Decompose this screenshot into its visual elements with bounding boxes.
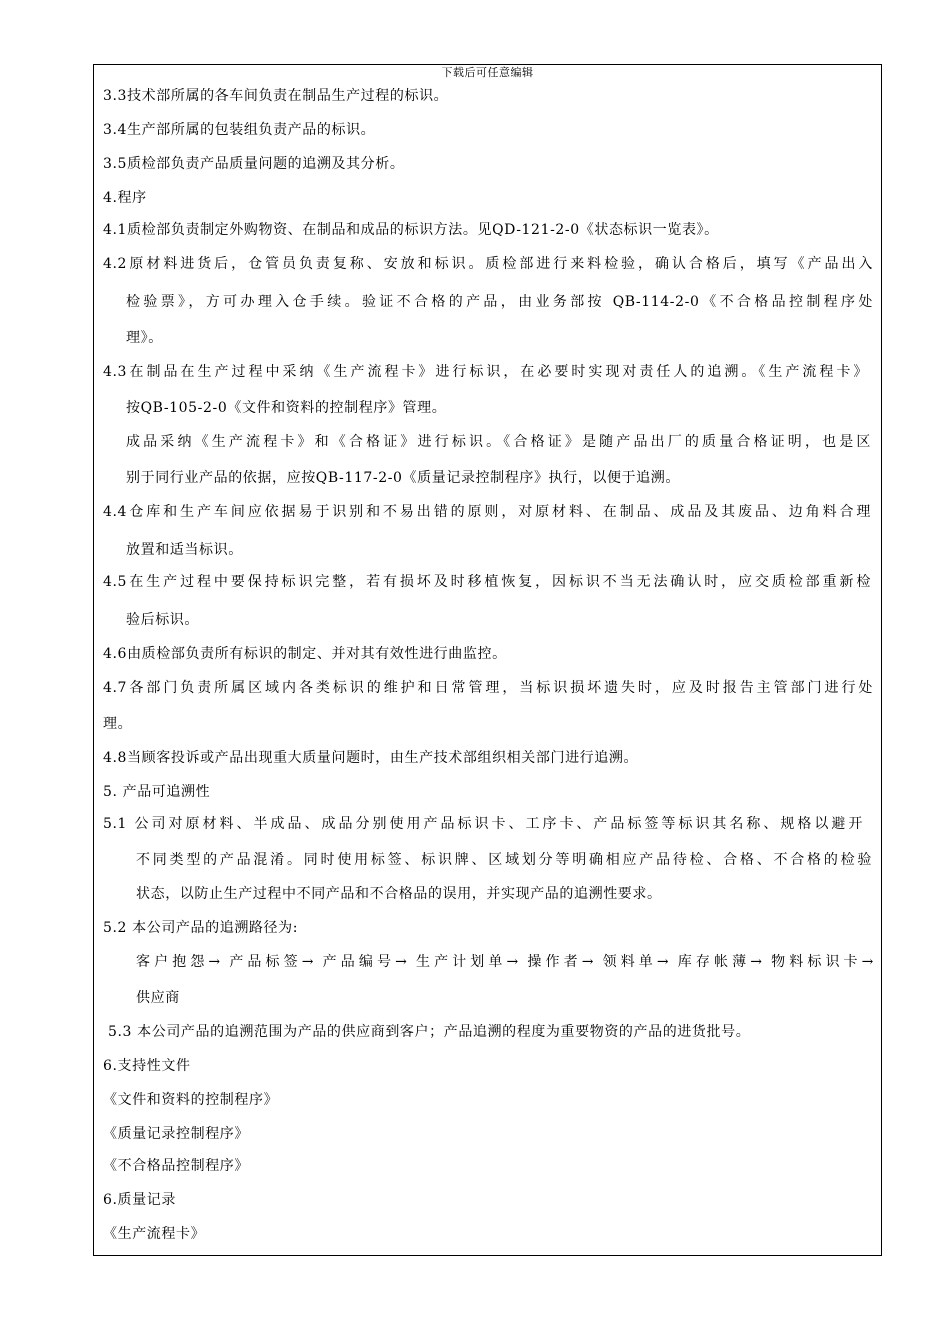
section-4-3-line-1: 4.3在制品在生产过程中采纳《生产流程卡》进行标识，在必要时实现对责任人的追溯。《生产流程卡》 bbox=[103, 364, 868, 380]
section-3-5: 3.5质检部负责产品质量问题的追溯及其分析。 bbox=[103, 156, 405, 172]
section-6-records-heading: 6.质量记录 bbox=[103, 1192, 176, 1208]
section-5-1-line-1: 5.1 公司对原材料、半成品、成品分别使用产品标识卡、工序卡、产品标签等标识其名称、规格以避开 bbox=[103, 816, 863, 832]
section-4-1: 4.1质检部负责制定外购物资、在制品和成品的标识方法。见QD-121-2-0《状态标识一览表》。 bbox=[103, 222, 719, 238]
section-4-2-line-2: 检验票》，方可办理入仓手续。验证不合格的产品，由业务部按 QB-114-2-0《不合格品控制程序处 bbox=[126, 294, 873, 310]
section-4-2-line-3: 理》。 bbox=[126, 330, 163, 346]
trace-path-line-2: 供应商 bbox=[136, 990, 180, 1006]
section-4-7-line-2: 理。 bbox=[103, 716, 133, 732]
supporting-doc-2: 《质量记录控制程序》 bbox=[103, 1126, 249, 1142]
section-4-4-line-1: 4.4仓库和生产车间应依据易于识别和不易出错的原则，对原材料、在制品、成品及其废品、边角料合理 bbox=[103, 504, 871, 520]
section-3-3: 3.3技术部所属的各车间负责在制品生产过程的标识。 bbox=[103, 88, 449, 104]
section-4-2-line-1: 4.2原材料进货后，仓管员负责复称、安放和标识。质检部进行来料检验，确认合格后，填写《产品出入 bbox=[103, 256, 873, 272]
section-5-1-line-3: 状态，以防止生产过程中不同产品和不合格品的误用，并实现产品的追溯性要求。 bbox=[136, 886, 662, 902]
section-3-4: 3.4生产部所属的包装组负责产品的标识。 bbox=[103, 122, 376, 138]
section-4-3-line-4: 别于同行业产品的依据，应按QB-117-2-0《质量记录控制程序》执行，以便于追溯。 bbox=[126, 470, 680, 486]
supporting-doc-3: 《不合格品控制程序》 bbox=[103, 1158, 249, 1174]
section-4-6: 4.6由质检部负责所有标识的制定、并对其有效性进行曲监控。 bbox=[103, 646, 507, 662]
section-4-5-line-2: 验后标识。 bbox=[126, 612, 199, 628]
section-4-heading: 4.程序 bbox=[103, 190, 147, 206]
section-6-heading: 6.支持性文件 bbox=[103, 1058, 191, 1074]
section-4-3-line-3: 成品采纳《生产流程卡》和《合格证》进行标识。《合格证》是随产品出厂的质量合格证明，也是区 bbox=[126, 434, 871, 450]
quality-record-1: 《生产流程卡》 bbox=[103, 1226, 206, 1242]
section-4-5-line-1: 4.5在生产过程中要保持标识完整，若有损坏及时移植恢复，因标识不当无法确认时，应交质检部重新检 bbox=[103, 574, 871, 590]
header-note: 下载后可任意编辑 bbox=[441, 66, 534, 79]
section-5-3: 5.3 本公司产品的追溯范围为产品的供应商到客户；产品追溯的程度为重要物资的产品的进货批号。 bbox=[108, 1024, 751, 1040]
section-4-4-line-2: 放置和适当标识。 bbox=[126, 542, 243, 558]
section-5-1-line-2: 不同类型的产品混淆。同时使用标签、标识牌、区域划分等明确相应产品待检、合格、不合格的检验 bbox=[136, 852, 872, 868]
section-4-8: 4.8当顾客投诉或产品出现重大质量问题时，由生产技术部组织相关部门进行追溯。 bbox=[103, 750, 639, 766]
section-5-2: 5.2 本公司产品的追溯路径为: bbox=[103, 920, 299, 936]
trace-path-line-1: 客户抱怨→ 产品标签→ 产品编号→ 生产计划单→ 操作者→ 领料单→ 库存帐薄→ 物料标识卡→ bbox=[136, 954, 874, 970]
supporting-doc-1: 《文件和资料的控制程序》 bbox=[103, 1092, 279, 1108]
section-4-7-line-1: 4.7各部门负责所属区域内各类标识的维护和日常管理，当标识损坏遗失时，应及时报告主管部门进行处 bbox=[103, 680, 873, 696]
section-5-heading: 5. 产品可追溯性 bbox=[103, 784, 211, 800]
section-4-3-line-2: 按QB-105-2-0《文件和资料的控制程序》管理。 bbox=[126, 400, 447, 416]
